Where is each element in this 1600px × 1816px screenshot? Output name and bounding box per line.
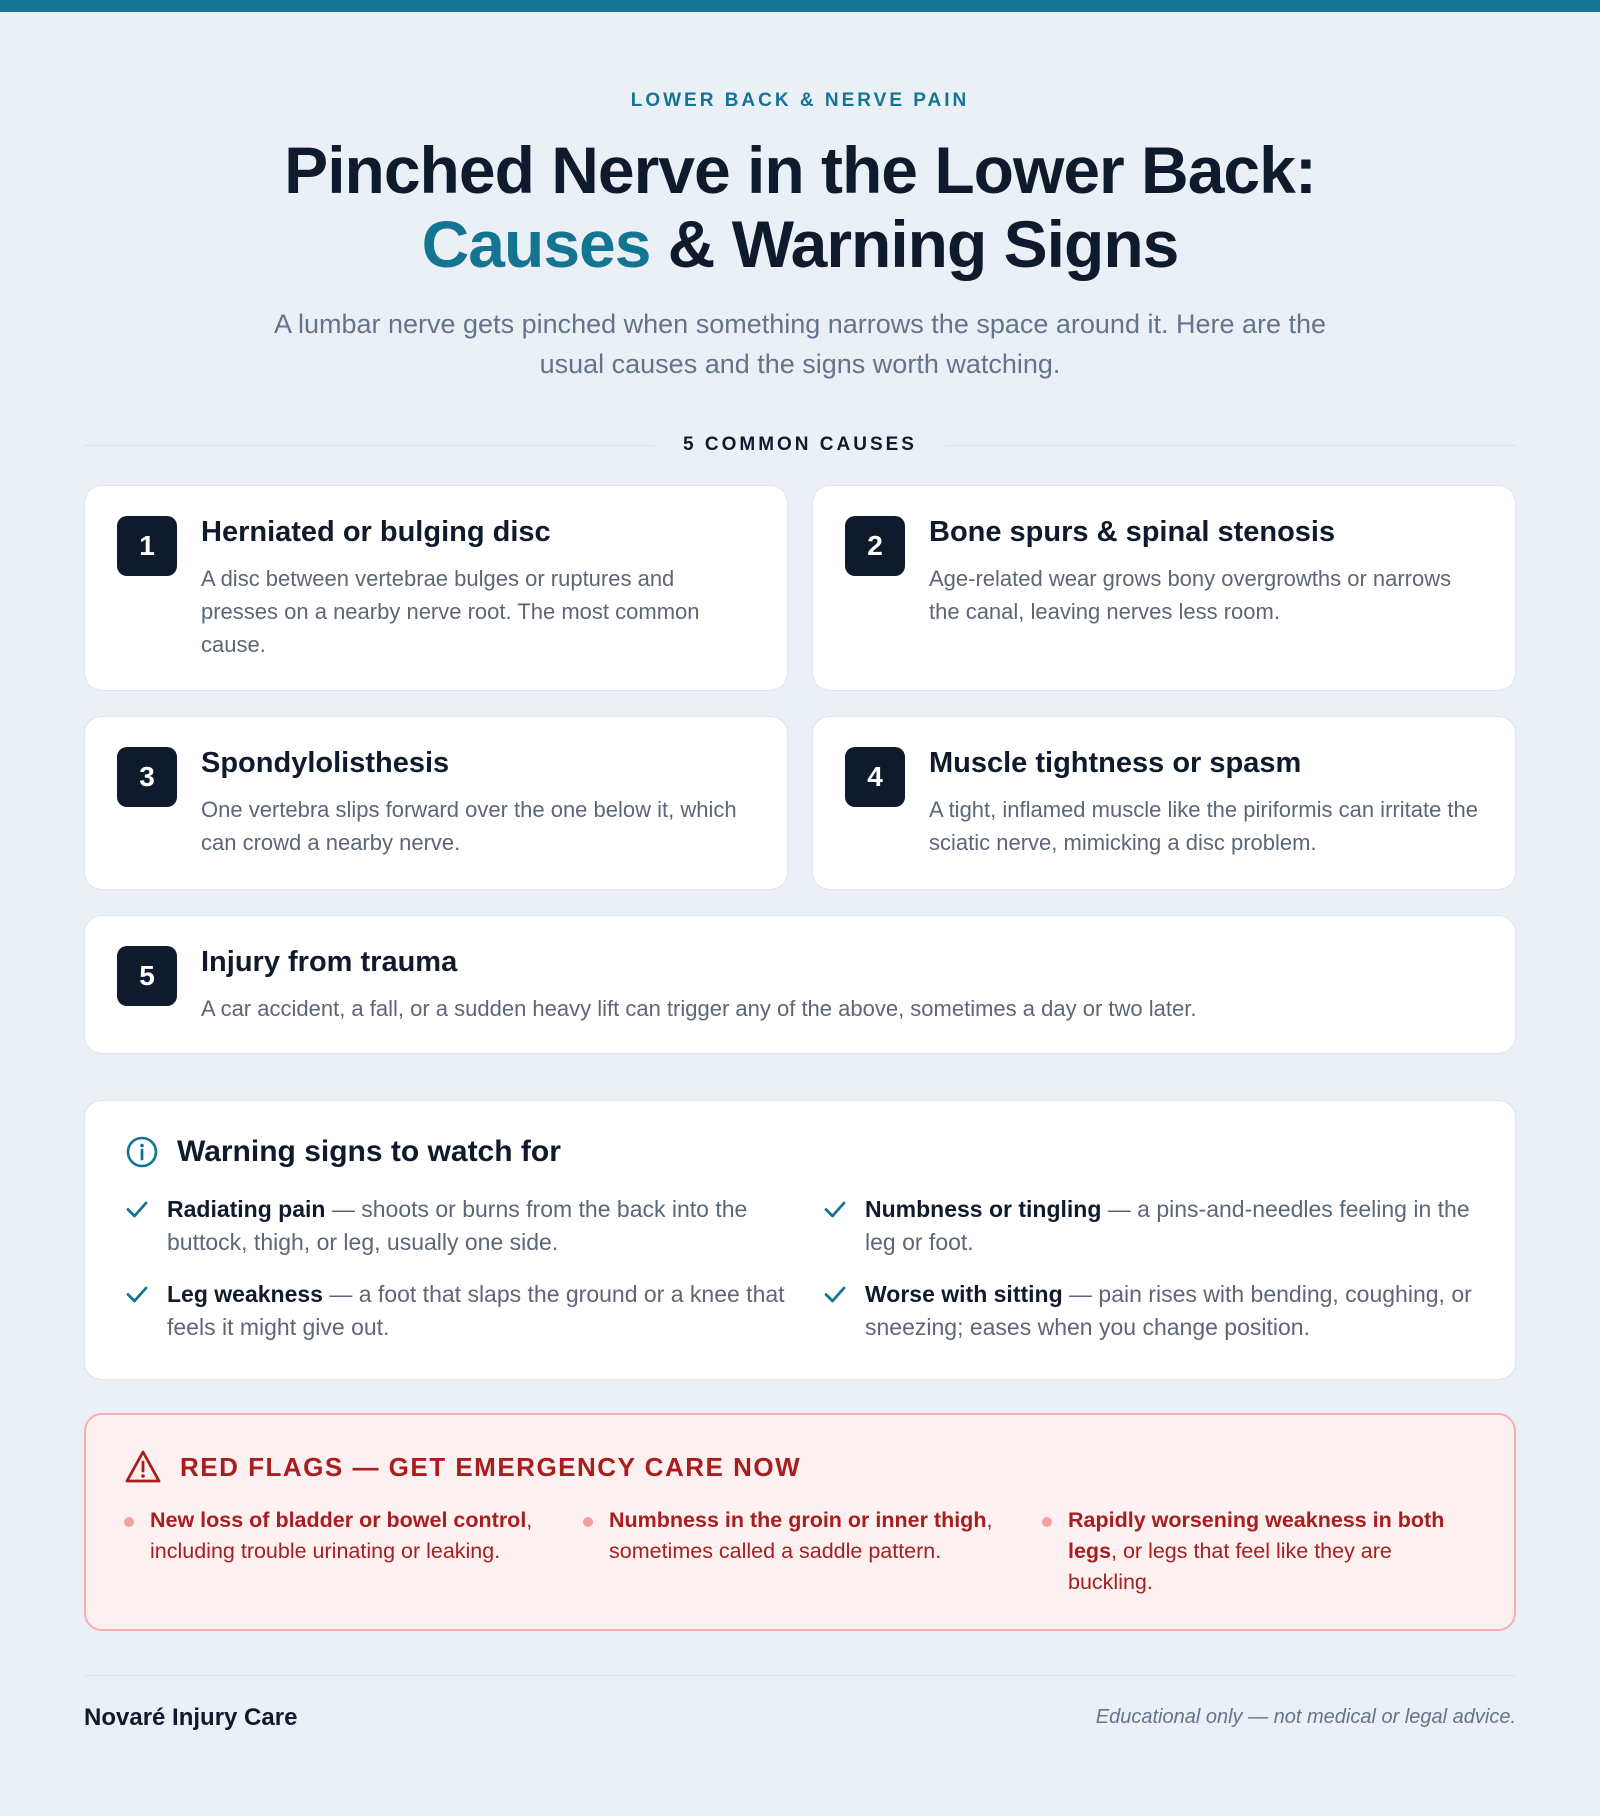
cause-title: Spondylolisthesis xyxy=(201,747,450,779)
warning-sign-label: Worse with sitting xyxy=(865,1281,1063,1307)
info-icon xyxy=(125,1135,159,1169)
subtitle xyxy=(84,304,1516,384)
warning-sign-label: Radiating pain xyxy=(167,1196,326,1222)
cause-number-badge: 4 xyxy=(845,747,905,807)
cause-title: Muscle tightness or spasm xyxy=(929,747,1302,779)
check-icon xyxy=(125,1197,149,1221)
warning-sign-text: — a foot that slaps the ground or a knee that feels it might give out. xyxy=(167,1281,785,1340)
cause-card-4 xyxy=(812,716,1516,890)
warning-sign-text: — a pins-and-needles feeling in the leg or foot. xyxy=(865,1196,1470,1255)
cause-description: A car accident, a fall, or a sudden heavy lift can trigger any of the above, sometimes a day or two later. xyxy=(201,996,1197,1021)
subtitle-line-1: A lumbar nerve gets pinched when something narrows the space around it. Here are the xyxy=(273,309,1327,339)
subtitle-line-2: usual causes and the signs worth watching. xyxy=(539,349,1061,379)
warning-signs-heading xyxy=(125,1135,561,1169)
cause-card-2 xyxy=(812,485,1516,691)
divider-right xyxy=(946,445,1516,446)
cause-number-badge: 3 xyxy=(117,747,177,807)
bullet-dot xyxy=(124,1517,134,1527)
cause-card-1 xyxy=(84,485,788,691)
page-title xyxy=(84,133,1516,281)
cause-title: Injury from trauma xyxy=(201,946,458,978)
top-accent-bar xyxy=(0,0,1600,12)
disclaimer: Educational only — not medical or legal advice. xyxy=(1095,1706,1516,1728)
warning-sign-text: — pain rises with bending, coughing, or sneezing; eases when you change position. xyxy=(865,1281,1472,1340)
check-icon xyxy=(125,1282,149,1306)
red-flags-panel xyxy=(84,1413,1516,1631)
cause-title: Herniated or bulging disc xyxy=(201,516,551,548)
cause-number-badge: 2 xyxy=(845,516,905,576)
cause-title: Bone spurs & spinal stenosis xyxy=(929,516,1336,548)
red-flag-label: Numbness in the groin or inner thigh xyxy=(609,1508,987,1532)
cause-description: Age-related wear grows bony overgrowths or narrows the canal, leaving nerves less room. xyxy=(929,566,1452,624)
cause-description: One vertebra slips forward over the one below it, which can crowd a nearby nerve. xyxy=(201,797,737,855)
causes-heading-text: 5 COMMON CAUSES xyxy=(683,434,917,455)
red-flag-text: , including trouble urinating or leaking. xyxy=(150,1508,533,1563)
bullet-dot xyxy=(583,1517,593,1527)
red-flag-label: Rapidly worsening weakness in both legs xyxy=(1068,1508,1445,1563)
cause-number-badge: 5 xyxy=(117,946,177,1006)
warning-signs-title: Warning signs to watch for xyxy=(177,1135,561,1168)
bullet-dot xyxy=(1042,1517,1052,1527)
warning-sign-text: — shoots or burns from the back into the buttock, thigh, or leg, usually one side. xyxy=(167,1196,748,1255)
cause-description: A tight, inflamed muscle like the piriformis can irritate the sciatic nerve, mimicking a disc problem. xyxy=(929,797,1479,855)
check-icon xyxy=(823,1197,847,1221)
title-accent: Causes xyxy=(421,207,651,281)
brand-name: Novaré Injury Care xyxy=(84,1704,298,1731)
warning-sign-label: Numbness or tingling xyxy=(865,1196,1102,1222)
causes-section-heading xyxy=(84,432,1516,462)
cause-description: A disc between vertebrae bulges or ruptures and presses on a nearby nerve root. The most common cause. xyxy=(201,566,700,657)
warning-triangle-icon xyxy=(124,1449,162,1485)
eyebrow-label: LOWER BACK & NERVE PAIN xyxy=(630,90,970,111)
red-flags-title: RED FLAGS — GET EMERGENCY CARE NOW xyxy=(180,1451,802,1482)
check-icon xyxy=(823,1282,847,1306)
red-flag-text: , sometimes called a saddle pattern. xyxy=(609,1508,993,1563)
warning-signs-panel xyxy=(84,1100,1516,1380)
red-flag-text: , or legs that feel like they are buckling. xyxy=(1068,1539,1392,1594)
red-flag-label: New loss of bladder or bowel control xyxy=(150,1508,527,1532)
red-flags-heading xyxy=(124,1449,801,1485)
cause-number-badge: 1 xyxy=(117,516,177,576)
cause-card-5 xyxy=(84,915,1516,1054)
title-line-2: & Warning Signs xyxy=(650,207,1179,281)
cause-card-3 xyxy=(84,716,788,890)
title-line-1: Pinched Nerve in the Lower Back: xyxy=(284,133,1316,207)
warning-sign-label: Leg weakness xyxy=(167,1281,323,1307)
footer-divider xyxy=(84,1675,1516,1676)
